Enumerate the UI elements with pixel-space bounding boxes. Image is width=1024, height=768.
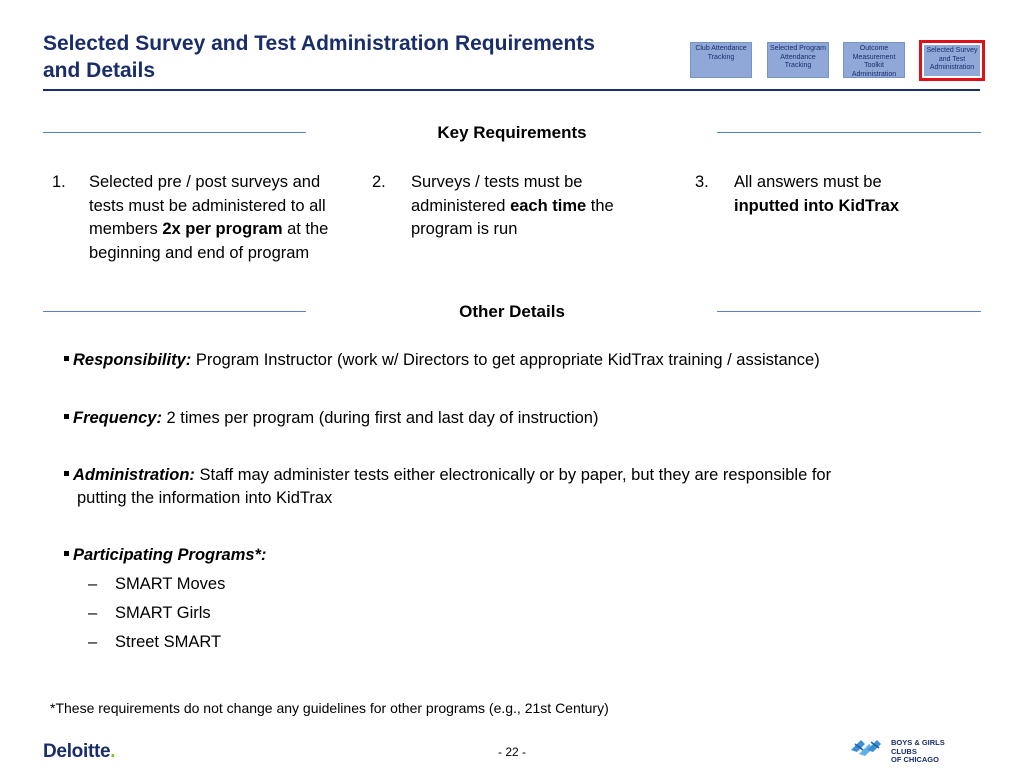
section-rule-left (43, 132, 306, 133)
requirement-text-part: at the beginning and end of program (89, 220, 329, 262)
bullet-participating-programs (64, 544, 944, 567)
bullet-square-icon (64, 414, 69, 419)
nav-label: Club Attendance Tracking (695, 45, 747, 61)
deloitte-logo-text: Deloitte (43, 741, 111, 762)
bgc-logo-line-1: BOYS & GIRLS CLUBS (891, 738, 945, 756)
bullet-label: Responsibility: (73, 351, 192, 369)
bullet-text-continued: putting the information into KidTrax (77, 488, 333, 507)
dash-icon: – (88, 633, 98, 651)
requirement-emphasis: each time (510, 196, 587, 215)
bgc-logo-line-2: OF CHICAGO (891, 755, 939, 764)
dash-icon: – (88, 604, 98, 622)
nav-selected-survey-test-administration[interactable] (922, 43, 982, 78)
page-number: - 22 - (497, 745, 526, 759)
nav-label: Outcome Measurement Toolkit Administration (851, 45, 897, 78)
bullet-label: Administration: (73, 466, 195, 484)
nav-outcome-measurement-toolkit[interactable] (843, 42, 905, 78)
requirement-text-part: Surveys / tests must be administered (411, 173, 583, 215)
bullet-administration (64, 464, 944, 509)
page-title (43, 30, 663, 84)
bullet-text: 2 times per program (during first and last day of instruction) (161, 409, 599, 427)
bullet-text: Program Instructor (work w/ Directors to get appropriate KidTrax training / assistance) (191, 351, 820, 369)
bgc-logo-text (891, 739, 969, 765)
other-details-heading: Other Details (459, 302, 565, 321)
requirement-text (89, 171, 341, 265)
bullet-label: Participating Programs*: (73, 546, 267, 564)
page-title-line-1: Selected Survey and Test Administration Requirements (43, 32, 595, 55)
dash-icon: – (88, 575, 98, 593)
program-item (88, 573, 225, 595)
requirement-text-part: All answers must be (734, 173, 882, 191)
bullet-square-icon (64, 356, 69, 361)
deloitte-logo-dot: . (110, 741, 116, 762)
page-title-line-2: and Details (43, 59, 156, 82)
boys-girls-clubs-logo (849, 736, 969, 764)
section-rule-left (43, 311, 306, 312)
program-name: SMART Girls (115, 604, 211, 622)
requirement-text (411, 171, 651, 242)
nav-label: Selected Survey and Test Administration (926, 47, 978, 71)
bullet-square-icon (64, 471, 69, 476)
title-divider (43, 89, 980, 91)
bgc-hands-icon (849, 736, 887, 758)
program-item (88, 602, 211, 624)
requirement-number: 3. (695, 173, 709, 191)
bullet-responsibility (64, 349, 944, 372)
footnote: *These requirements do not change any guidelines for other programs (e.g., 21st Century) (50, 700, 609, 716)
nav-club-attendance-tracking[interactable] (690, 42, 752, 78)
requirement-number: 1. (52, 173, 66, 191)
bullet-label: Frequency: (73, 409, 162, 427)
bullet-text: Staff may administer tests either electronically or by paper, but they are responsible for (194, 466, 832, 484)
requirement-text-part: Selected pre / post surveys and tests must be administered to all members (89, 173, 326, 238)
program-item (88, 631, 221, 653)
requirement-text-part: the program is run (411, 196, 614, 238)
key-requirements-heading: Key Requirements (437, 123, 587, 142)
requirement-emphasis: 2x per program (162, 220, 283, 238)
bullet-square-icon (64, 551, 69, 556)
requirement-text (734, 171, 934, 218)
requirement-emphasis: inputted into KidTrax (734, 196, 899, 215)
nav-selected-program-attendance-tracking[interactable] (767, 42, 829, 78)
section-rule-right (717, 132, 981, 133)
nav-label: Selected Program Attendance Tracking (769, 45, 827, 69)
section-rule-right (717, 311, 981, 312)
program-name: SMART Moves (115, 575, 226, 593)
bullet-frequency (64, 407, 944, 430)
program-name: Street SMART (115, 633, 222, 651)
requirement-number: 2. (372, 173, 386, 191)
